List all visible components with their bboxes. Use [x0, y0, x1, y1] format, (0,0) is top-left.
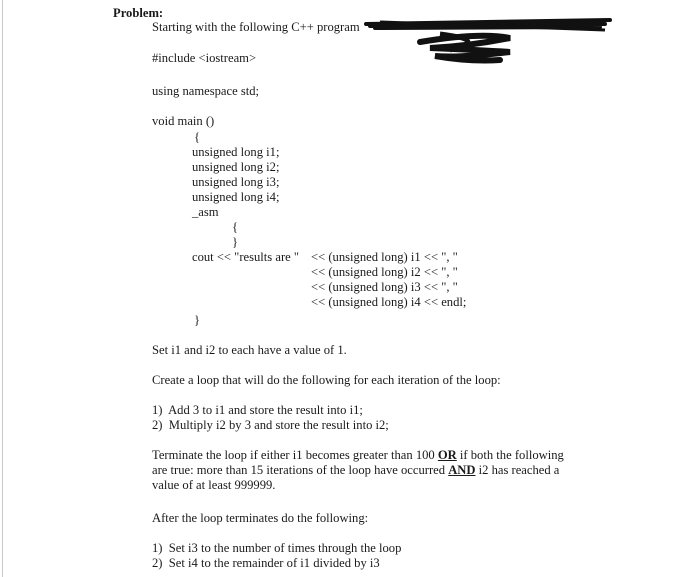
code-using: using namespace std;: [152, 84, 260, 98]
code-cout-i2: << (unsigned long) i2 << ", ": [311, 265, 458, 279]
code-asm-open: {: [232, 220, 239, 234]
code-include: #include <iostream>: [152, 51, 257, 65]
instr-loop-intro: Create a loop that will do the following for each iteration of the loop:: [152, 373, 501, 387]
instr-terminate-1: [152, 448, 564, 463]
heading: Problem:: [113, 6, 164, 20]
instr-after: After the loop terminates do the following:: [152, 511, 369, 525]
intro-text: Starting with the following C++ program: [152, 20, 360, 34]
term-or: OR: [437, 448, 457, 462]
instr-after-1: 1) Set i3 to the number of times through the loop: [152, 541, 402, 555]
code-decl-i2: unsigned long i2;: [192, 160, 280, 174]
code-cout-i1: << (unsigned long) i1 << ", ": [311, 250, 458, 264]
term-text-b: if both the following: [456, 448, 564, 462]
instr-step-1: 1) Add 3 to i1 and store the result into i1;: [152, 403, 363, 417]
term-and: AND: [448, 463, 476, 477]
term-text-d: i2 has reached a: [475, 463, 560, 477]
page-border: [2, 0, 3, 577]
code-cout-i4: << (unsigned long) i4 << endl;: [311, 295, 467, 309]
code-asm: _asm: [192, 205, 219, 219]
code-main: void main (): [152, 114, 215, 128]
term-text-c: are true: more than 15 iterations of the loop have occurred: [152, 463, 449, 477]
instr-set: Set i1 and i2 to each have a value of 1.: [152, 343, 347, 357]
instr-terminate-2: [152, 463, 559, 478]
code-cout-i3: << (unsigned long) i3 << ", ": [311, 280, 458, 294]
redaction-scribble: [360, 12, 620, 72]
code-close-brace: }: [194, 313, 201, 327]
instr-after-2: 2) Set i4 to the remainder of i1 divided by i3: [152, 556, 380, 570]
instr-step-2: 2) Multiply i2 by 3 and store the result into i2;: [152, 418, 389, 432]
code-cout: cout << "results are ": [192, 250, 300, 264]
code-decl-i4: unsigned long i4;: [192, 190, 280, 204]
code-decl-i3: unsigned long i3;: [192, 175, 280, 189]
instr-terminate-3: value of at least 999999.: [152, 478, 276, 492]
code-asm-close: }: [232, 235, 239, 249]
term-text-a: Terminate the loop if either i1 becomes greater than 100: [152, 448, 438, 462]
code-decl-i1: unsigned long i1;: [192, 145, 280, 159]
code-open-brace: {: [194, 130, 201, 144]
